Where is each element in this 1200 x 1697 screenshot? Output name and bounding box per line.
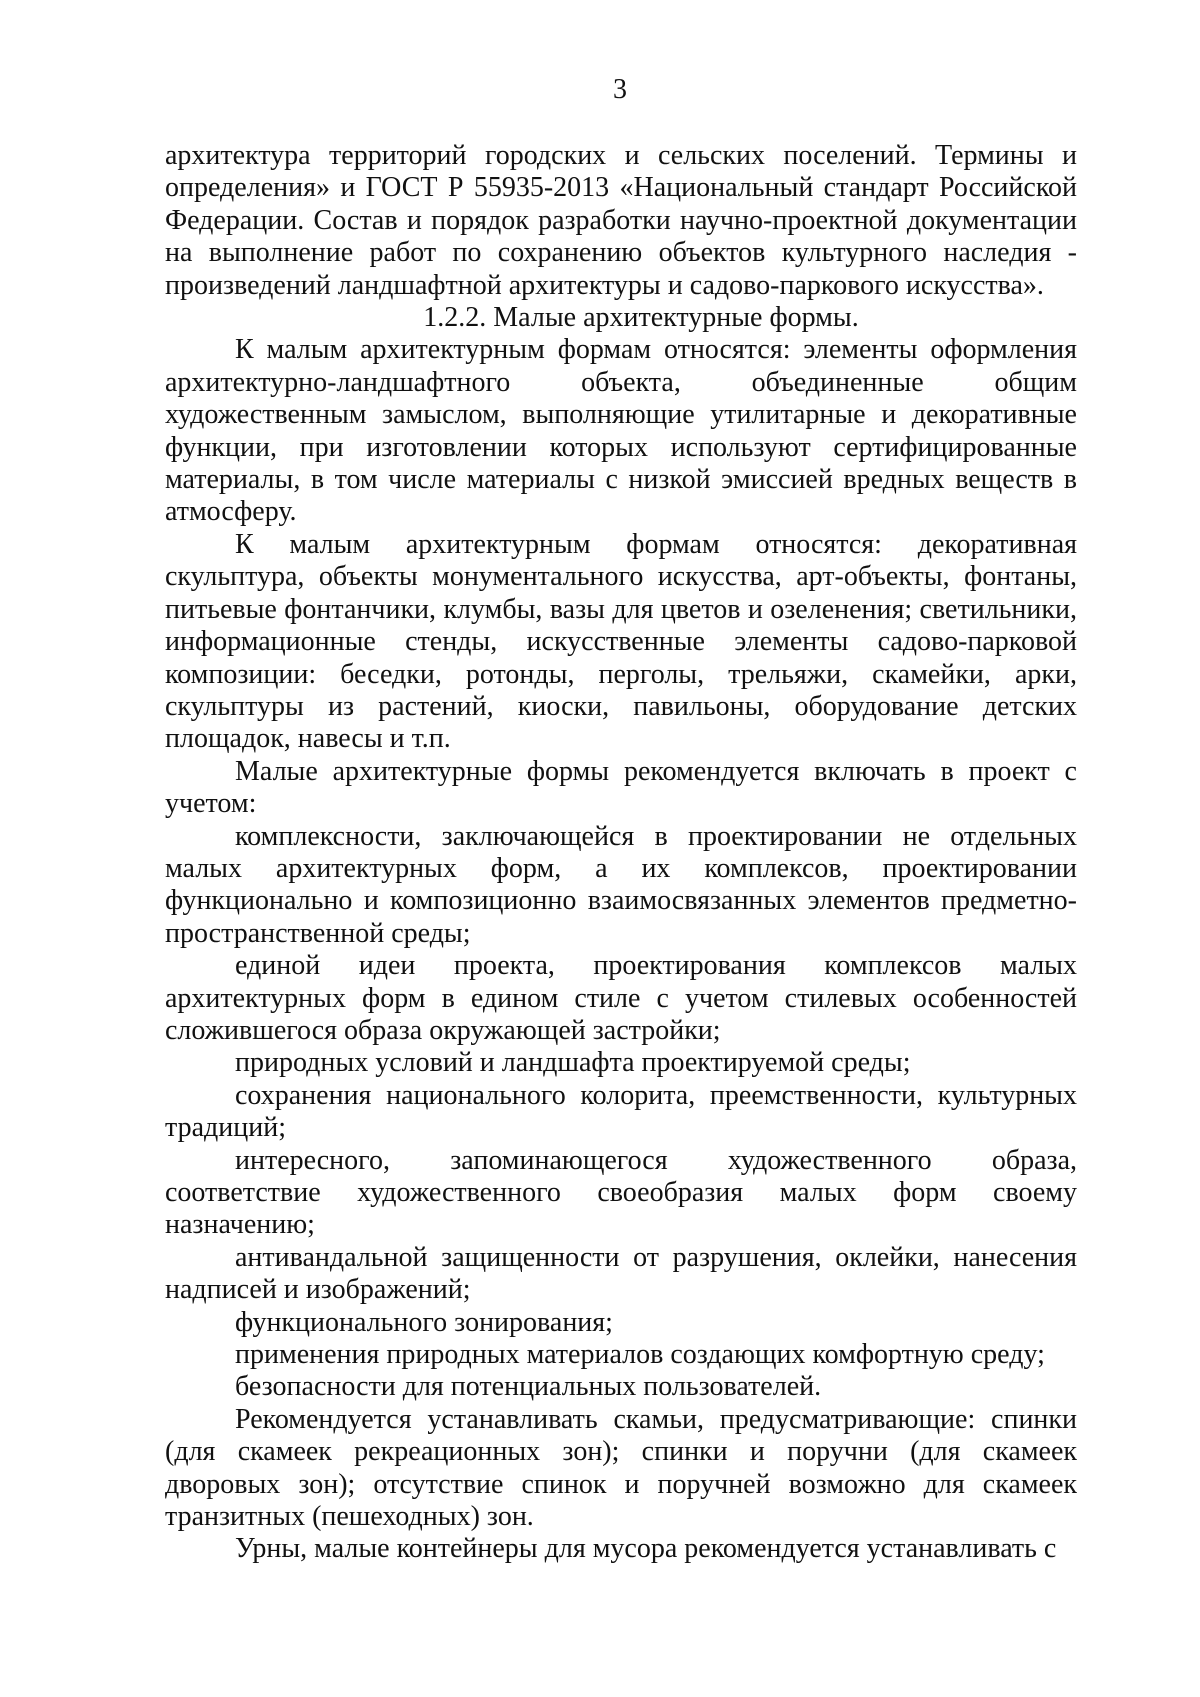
document-body <box>165 140 1077 1566</box>
list-item: единой идеи проекта, проектирования комплексов малых архитектурных форм в едином стиле с учетом стилевых особенностей сложившегося образа окружающей застройки; <box>165 950 1077 1046</box>
list-item: функционального зонирования; <box>235 1306 613 1338</box>
section-heading: 1.2.2. Малые архитектурные формы. <box>423 302 859 334</box>
list-item: комплексности, заключающейся в проектировании не отдельных малых архитектурных форм, а их комплексов, проектировании функционально и композиционно взаимосвязанных элементов предметно-пространственной среды; <box>165 820 1077 949</box>
paragraph: Малые архитектурные формы рекомендуется включать в проект с учетом: <box>165 755 1077 820</box>
page-number: 3 <box>613 74 627 105</box>
paragraph: К малым архитектурным формам относятся: элементы оформления архитектурно-ландшафтного объекта, объединенные общим художественным замыслом, выполняющие утилитарные и декоративные функции, при изготовлении которых используют сертифицированные материалы, в том числе материалы с низкой эмиссией вредных веществ в атмосферу. <box>165 334 1077 528</box>
paragraph: Урны, малые контейнеры для мусора рекомендуется устанавливать с <box>235 1533 1057 1565</box>
paragraph: К малым архитектурным формам относятся: декоративная скульптура, объекты монументального искусства, арт-объекты, фонтаны, питьевые фонтанчики, клумбы, вазы для цветов и озеленения; светильники, информационные стенды, искусственные элементы садово-парковой композиции: беседки, ротонды, перголы, трельяжи, скамейки, арки, скульптуры из растений, киоски, павильоны, оборудование детских площадок, навесы и т.п. <box>165 528 1077 755</box>
list-item: антивандальной защищенности от разрушения, оклейки, нанесения надписей и изображений; <box>165 1241 1077 1306</box>
list-item: интересного, запоминающегося художественного образа, соответствие художественного своеобразия малых форм своему назначению; <box>165 1144 1077 1241</box>
list-item: природных условий и ландшафта проектируемой среды; <box>235 1047 911 1079</box>
list-item: применения природных материалов создающих комфортную среду; <box>235 1339 1045 1371</box>
paragraph-continuation: архитектура территорий городских и сельских поселений. Термины и определения» и ГОСТ Р 55935-2013 «Национальный стандарт Российской Федерации. Состав и порядок разработки научно-проектной документации на выполнение работ по сохранению объектов культурного наследия - произведений ландшафтной архитектуры и садово-паркового искусства». <box>165 140 1077 301</box>
list-item: сохранения национального колорита, преемственности, культурных традиций; <box>165 1079 1077 1144</box>
paragraph: Рекомендуется устанавливать скамьи, предусматривающие: спинки (для скамеек рекреационных зон); спинки и поручни (для скамеек дворовых зон); отсутствие спинок и поручней возможно для скамеек транзитных (пешеходных) зон. <box>165 1403 1077 1533</box>
list-item: безопасности для потенциальных пользователей. <box>235 1371 822 1403</box>
